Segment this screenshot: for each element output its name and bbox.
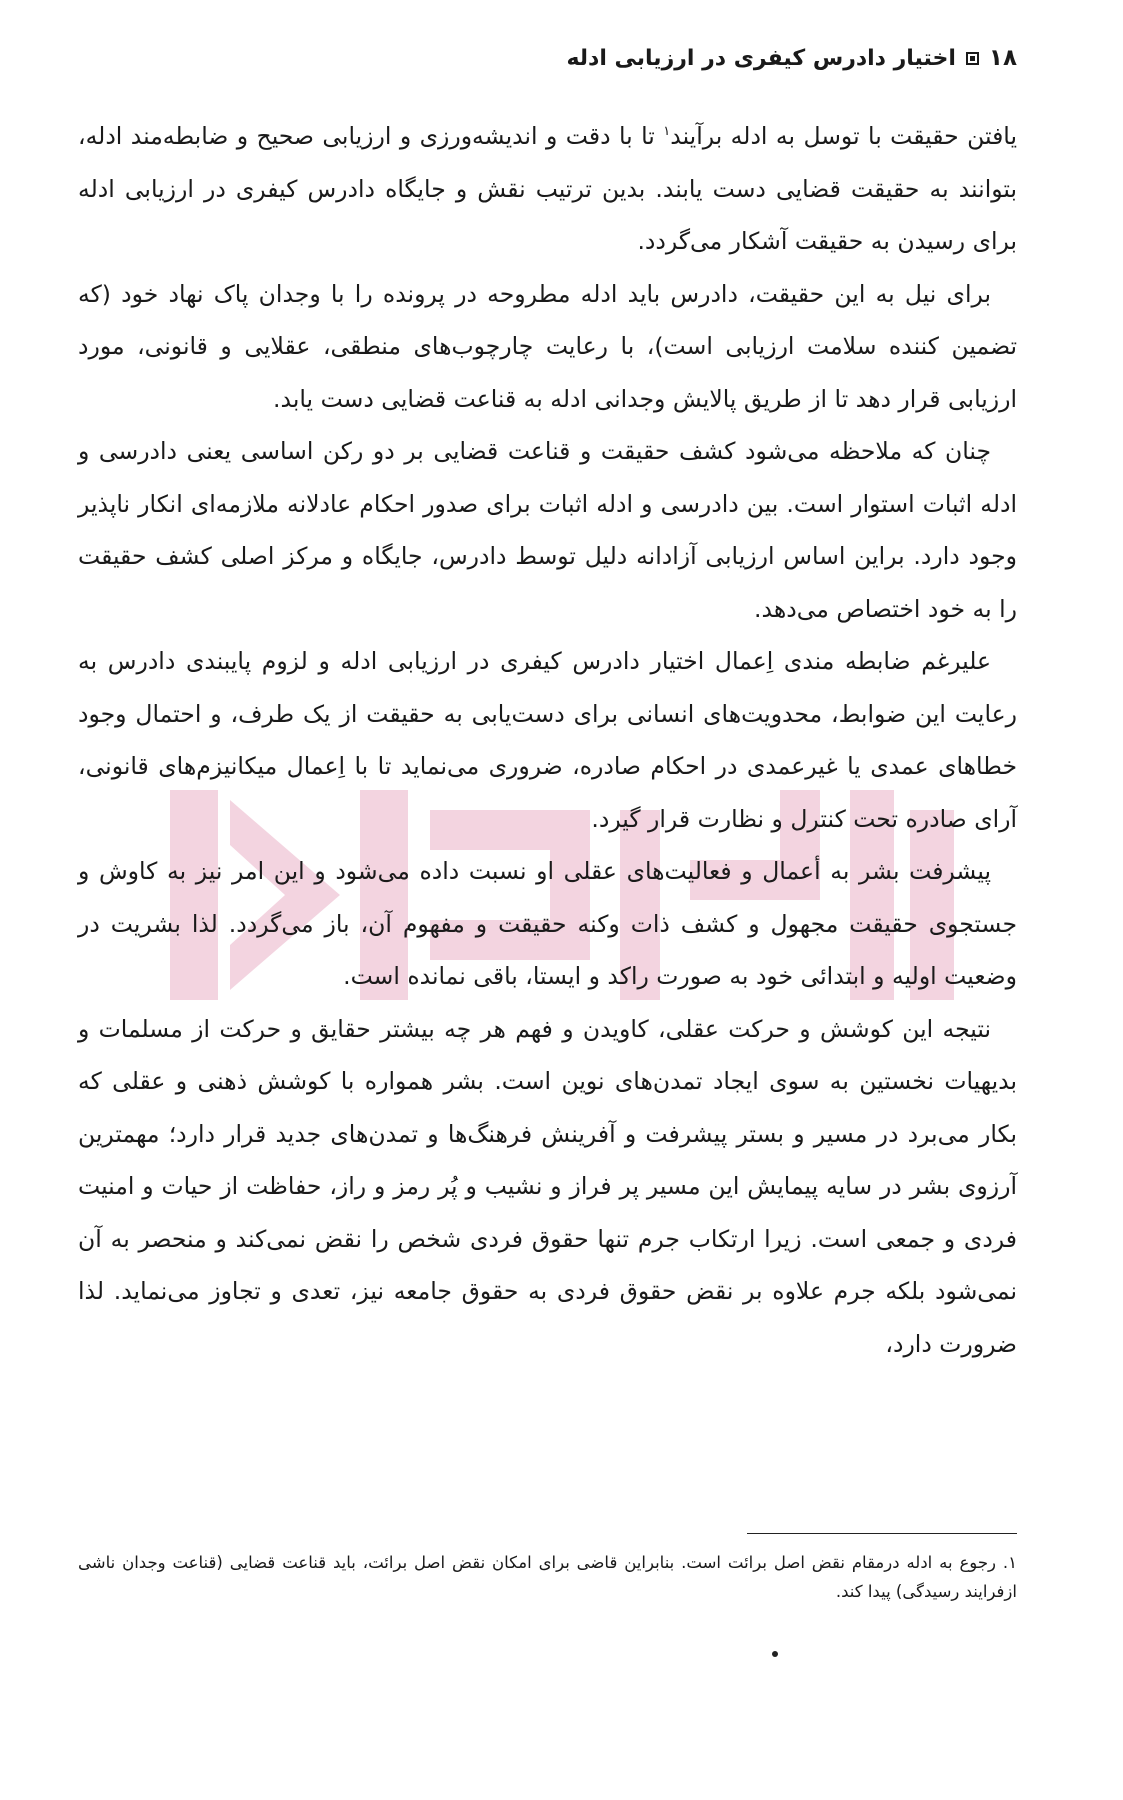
page-number: ۱۸ (988, 45, 1017, 71)
running-header (80, 38, 1017, 78)
footnote-separator (747, 1533, 1017, 1534)
paragraph-1-text: یافتن حقیقت با توسل به ادله برآیند$^۱$ تا با دقت و اندیشه‌ورزی و ارزیابی صحیح و ضابطه‌مند ادله، بتوانند به حقیقت قضایی دست یابند. بدین ترتیب نقش و جایگاه دادرس کیفری در ارزیابی ادله برای رسیدن به حقیقت آشکار می‌گردد. (78, 122, 1017, 255)
footnote (78, 1548, 1017, 1606)
paragraph-5: پیشرفت بشر به أعمال و فعالیت‌های عقلی او نسبت داده می‌شود و این امر نیز به کاوش و جستجوی حقیقت مجهول و کشف ذات وکنه حقیقت و مفهوم آن، باز می‌گردد. لذا بشریت در وضعیت اولیه و ابتدائی خود به صورت راکد و ایستا، باقی نمانده است. (78, 857, 1017, 990)
paragraph-6: نتیجه این کوشش و حرکت عقلی، کاویدن و فهم هر چه بیشتر حقایق و حرکت از مسلمات و بدیهیات نخستین به سوی ایجاد تمدن‌های نوین است. بشر همواره با کوشش ذهنی و عقلی که بکار می‌برد در مسیر و بستر پیشرفت و آفرینش فرهنگ‌ها و تمدن‌های جدید قرار دارد؛ مهمترین آرزوی بشر در سایه پیمایش این مسیر پر فراز و نشیب و پُر رمز و راز، حفاظت از حیات و امنیت فردی و جمعی است. زیرا ارتکاب جرم تنها حقوق فردی شخص را نقض نمی‌کند و منحصر به آن نمی‌شود بلکه جرم علاوه بر نقض حقوق فردی به حقوق جامعه نیز، تعدی و تجاوز می‌نماید. لذا ضرورت دارد، (78, 1014, 1017, 1358)
paragraph-2: برای نیل به این حقیقت، دادرس باید ادله مطروحه در پرونده را با وجدان پاک نهاد خود (که تضمین کننده سلامت ارزیابی است)، با رعایت چارچوب‌های منطقی، عقلایی و قانونی، مورد ارزیابی قرار دهد تا از طریق پالایش وجدانی ادله به قناعت قضایی دست یابد. (78, 279, 1017, 413)
page-dot-mark (772, 1651, 778, 1657)
paragraph-3: چنان که ملاحظه می‌شود کشف حقیقت و قناعت قضایی بر دو رکن اساسی یعنی دادرسی و ادله اثبات استوار است. بین دادرسی و ادله اثبات برای صدور احکام عادلانه ملازمه‌ای انکار ناپذیر وجود دارد. براین اساس ارزیابی آزادانه دلیل توسط دادرس، جایگاه و مرکز اصلی کشف حقیقت را به خود اختصاص می‌دهد. (78, 437, 1017, 623)
square-bullet-icon (966, 52, 979, 65)
header-title: اختیار دادرس کیفری در ارزیابی ادله (566, 45, 956, 71)
paragraph-4: علیرغم ضابطه مندی اِعمال اختیار دادرس کیفری در ارزیابی ادله و لزوم پایبندی دادرس به رعایت این ضوابط، محدویت‌های انسانی برای دست‌یابی به حقیقت از یک طرف، و احتمال وجود خطاهای عمدی یا غیرعمدی در احکام صادره، ضروری می‌نماید تا با اِعمال میکانیزم‌های قانونی، آرای صادره تحت کنترل و نظارت قرار گیرد. (78, 647, 1017, 833)
body-text (78, 110, 1017, 1370)
footnote-text: ۱. رجوع به ادله درمقام نقض اصل برائت است. بنابراین قاضی برای امکان نقض اصل برائت، باید قناعت قضایی (قناعت وجدان ناشی ازفرایند رسیدگی) پیدا کند. (78, 1553, 1017, 1601)
paragraph-1 (78, 110, 1017, 268)
footnote-marker: ۱ (663, 124, 671, 140)
